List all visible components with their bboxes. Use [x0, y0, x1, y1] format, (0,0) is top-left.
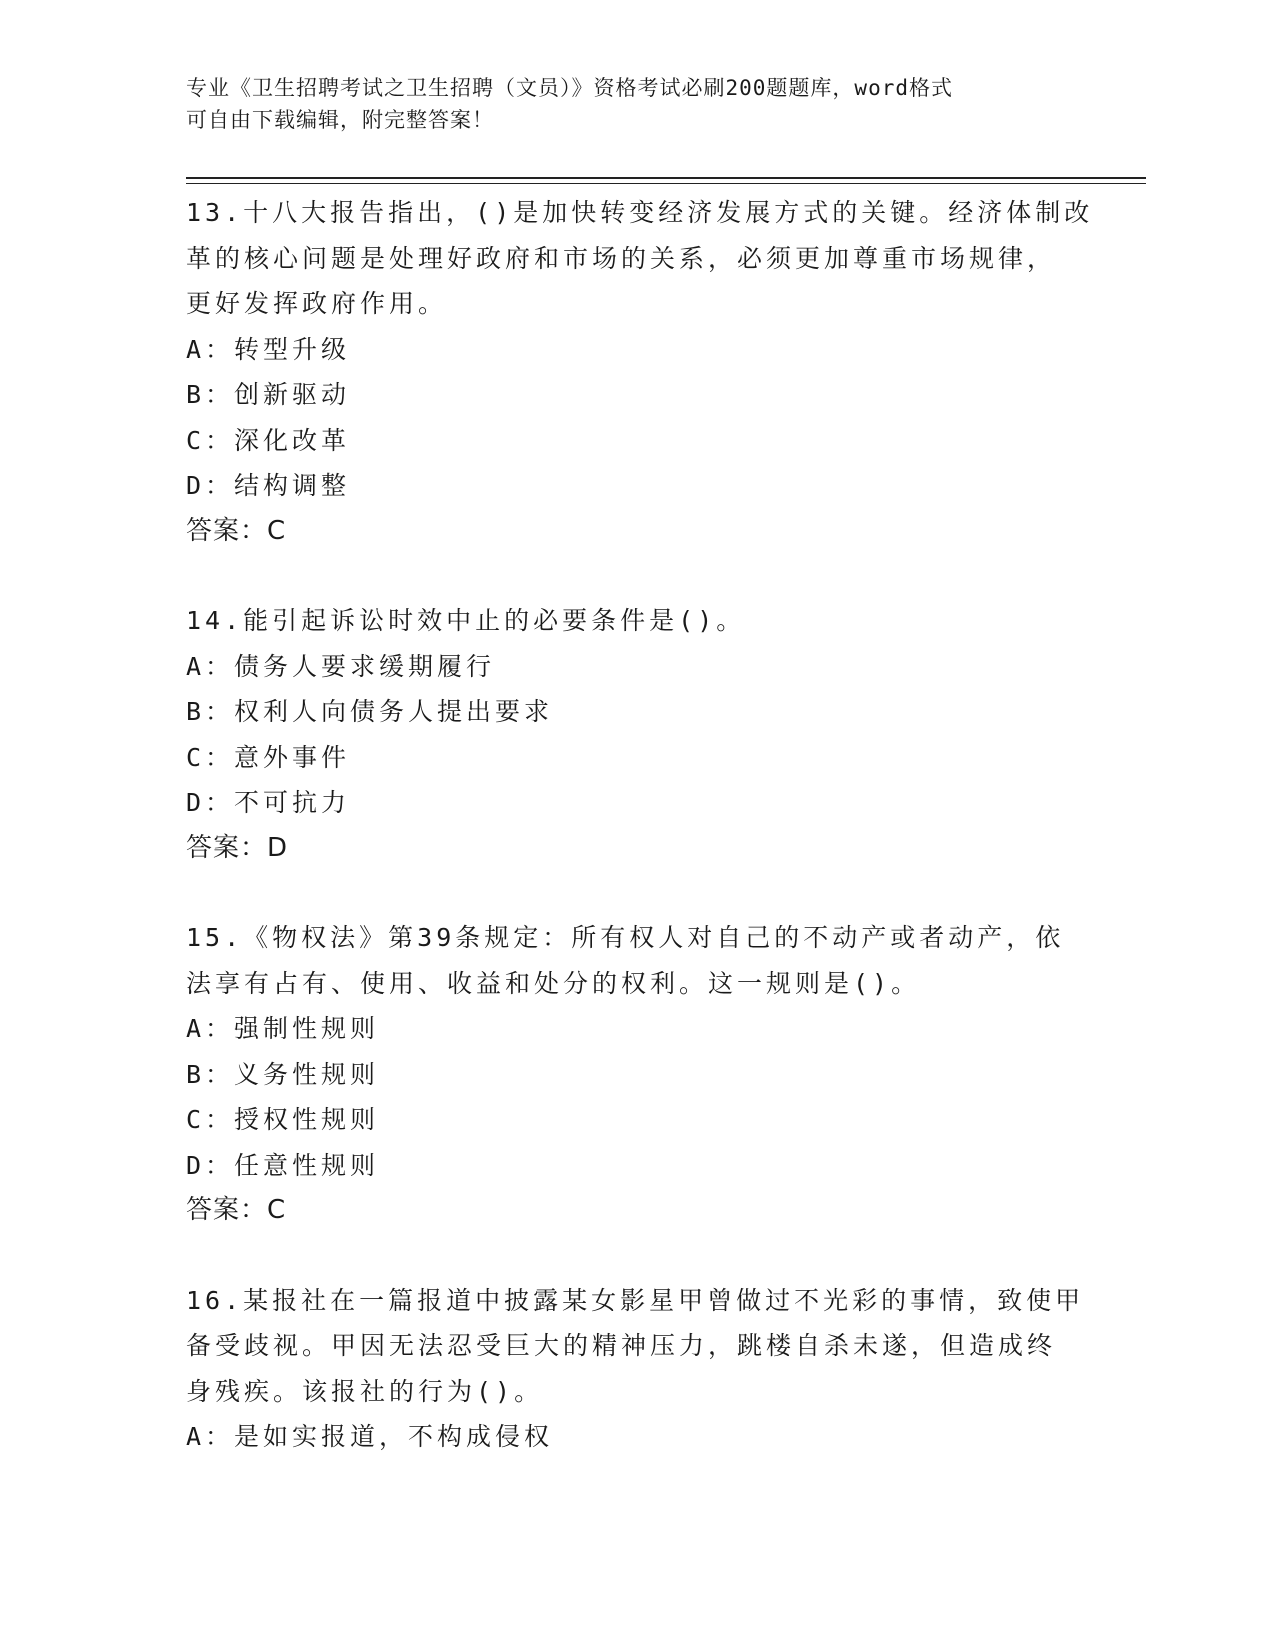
question-text-line: 16.某报社在一篇报道中披露某女影星甲曾做过不光彩的事情，致使甲 [186, 1285, 1085, 1315]
option-d: D：结构调整 [186, 471, 351, 500]
question-text-line: 更好发挥政府作用。 [186, 289, 448, 318]
header-line-2: 可自由下载编辑，附完整答案！ [186, 108, 494, 132]
option-c: C：授权性规则 [186, 1105, 380, 1134]
question-16 [186, 1278, 1086, 1460]
option-d: D：任意性规则 [186, 1150, 380, 1180]
question-text-line: 备受歧视。甲因无法忍受巨大的精神压力，跳楼自杀未遂，但造成终 [186, 1331, 1057, 1360]
question-spacer [186, 871, 1086, 915]
option-a: A：是如实报道，不构成侵权 [186, 1422, 554, 1451]
question-spacer [186, 554, 1086, 598]
question-text-line: 14.能引起诉讼时效中止的必要条件是()。 [186, 606, 746, 635]
document-header [186, 72, 1086, 136]
question-text-line: 革的核心问题是处理好政府和市场的关系，必须更加尊重市场规律， [186, 243, 1057, 273]
question-text-line: 法享有占有、使用、收益和处分的权利。这一规则是()。 [186, 968, 921, 998]
header-line-1: 专业《卫生招聘考试之卫生招聘（文员）》资格考试必刷200题题库，word格式 [186, 76, 953, 100]
header-rule-thin [186, 183, 1146, 184]
question-text-line: 身残疾。该报社的行为()。 [186, 1376, 544, 1406]
header-rule-thick [186, 177, 1146, 179]
option-c: C：意外事件 [186, 742, 351, 772]
option-d: D：不可抗力 [186, 788, 351, 817]
question-list [186, 190, 1094, 1460]
question-text-line: 15.《物权法》第39条规定：所有权人对自己的不动产或者动产，依 [186, 923, 1065, 952]
option-b: B：义务性规则 [186, 1059, 380, 1089]
question-spacer [186, 1234, 1086, 1278]
option-c: C：深化改革 [186, 425, 351, 455]
question-15 [186, 915, 1086, 1234]
question-13 [186, 190, 1094, 554]
option-b: B：权利人向债务人提出要求 [186, 697, 554, 726]
option-a: A：转型升级 [186, 334, 351, 364]
answer-line: 答案：C [186, 515, 287, 546]
answer-line: 答案：C [186, 1195, 287, 1225]
question-text-line: 13.十八大报告指出，()是加快转变经济发展方式的关键。经济体制改 [186, 198, 1094, 227]
answer-line: 答案：D [186, 832, 289, 863]
option-a: A：强制性规则 [186, 1014, 380, 1043]
option-b: B：创新驱动 [186, 380, 351, 409]
option-a: A：债务人要求缓期履行 [186, 651, 496, 681]
question-14 [186, 598, 1086, 871]
